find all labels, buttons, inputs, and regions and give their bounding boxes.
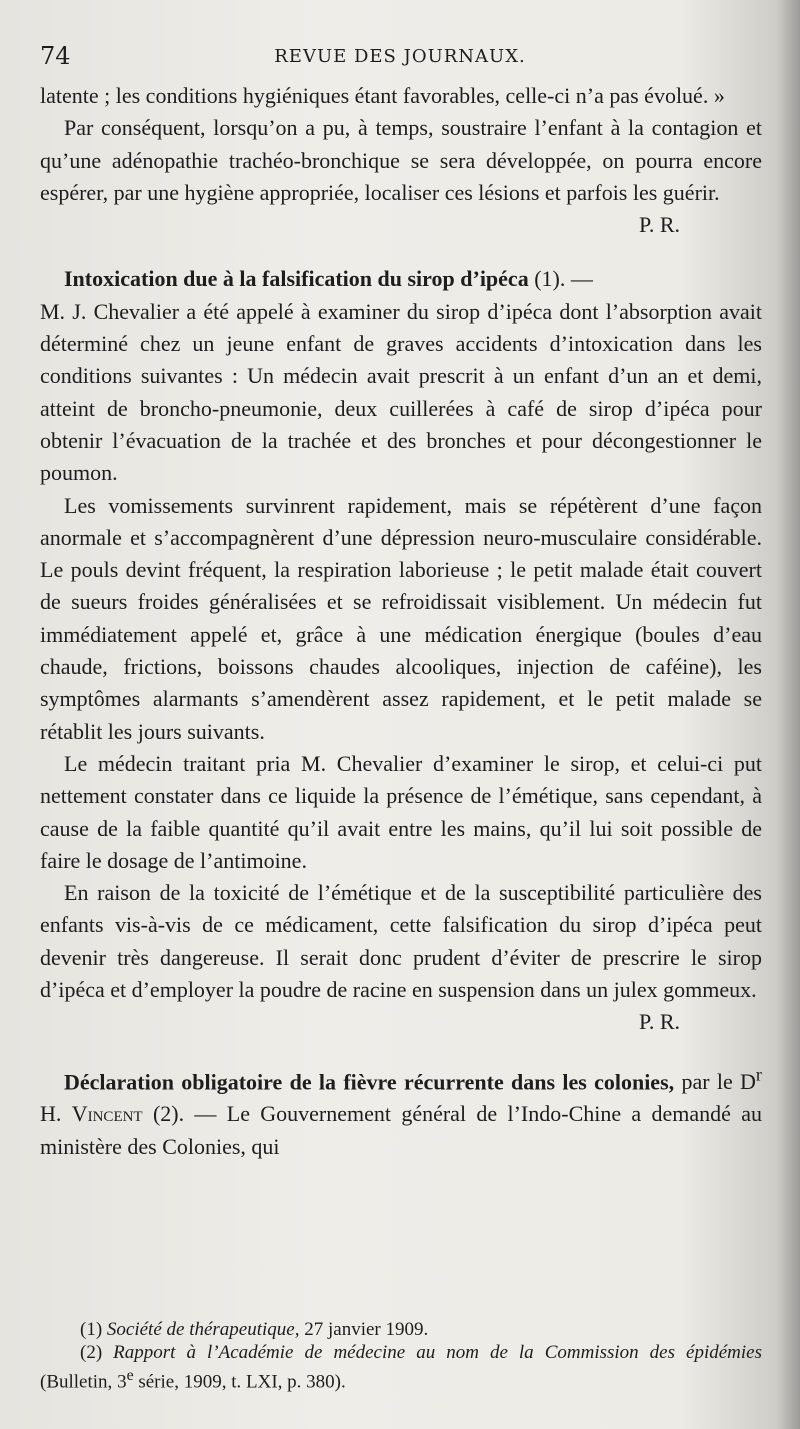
paragraph: Les vomissements survinrent rapidement, mais se répétèrent d’une façon anormale et s’accompagnèrent d’une dépression neuro-musculaire considérable. Le pouls devint fréquent, la respiration laborieuse ; le petit malade était couvert de sueurs froides généralisées et se refroidissait visiblement. Un médecin fut immédiatement appelé et, grâce à une médication énergique (boules d’eau chaude, frictions, boissons chaudes alcooliques, injection de caféine), les symptômes alarmants s’amendèrent assez rapidement, et le petit malade se rétablit les jours suivants.	[40, 492, 762, 744]
page-header	[40, 40, 760, 74]
paragraph: latente ; les conditions hygiéniques étant favorables, celle-ci n’a pas évolué. »	[40, 83, 725, 108]
running-head: REVUE DES JOURNAUX.	[274, 46, 526, 67]
footnotes	[40, 1318, 762, 1393]
section-heading	[40, 263, 762, 295]
section-heading	[40, 1059, 762, 1163]
section-title: Intoxication due à la falsification du sirop d’ipéca	[64, 266, 529, 292]
footnote-2: (2) Rapport à l’Académie de médecine au nom de la Commission des épidémies (Bulletin, 3e série, 1909, t. LXI, p. 380).	[40, 1342, 762, 1393]
footnote-ref: (2). —	[152, 1101, 217, 1127]
footnote-1: (1) Société de thérapeutique, 27 janvier 1909.	[80, 1319, 429, 1340]
footnote-ref: (1). —	[534, 266, 593, 292]
page-number: 74	[40, 42, 71, 70]
section-title: Déclaration obligatoire de la fièvre récurrente dans les colonies,	[64, 1068, 675, 1094]
author-name: Vincent	[71, 1101, 143, 1127]
signature: P. R.	[639, 212, 680, 238]
paragraph: Le médecin traitant pria M. Chevalier d’examiner le sirop, et celui-ci put nettement constater dans ce liquide la présence de l’émétique, sans cependant, à cause de la faible quantité qu’il avait entre les mains, qu’il lui soit possible de faire le dosage de l’antimoine.	[40, 750, 762, 873]
article-body	[40, 80, 762, 1163]
paragraph: Par conséquent, lorsqu’on a pu, à temps, soustraire l’enfant à la contagion et qu’une adénopathie trachéo-bronchique se sera développée, on pourra encore espérer, par une hygiène appropriée, localiser ces lésions et parfois les guérir.	[40, 115, 762, 205]
byline: par le $D^r$ H. Vincent	[40, 1064, 763, 1127]
signature: P. R.	[639, 1009, 680, 1035]
footnote-source: Rapport à l’Académie de médecine au nom de la Commission des épidémies	[113, 1342, 762, 1363]
footnote-source: Société de thérapeutique,	[106, 1319, 300, 1340]
paragraph: En raison de la toxicité de l’émétique et de la susceptibilité particulière des enfants vis-à-vis de ce médicament, cette falsification du sirop d’ipéca peut devenir très dangereuse. Il serait donc prudent d’éviter de prescrire le sirop d’ipéca et d’employer la poudre de racine en suspension dans un julex gommeux.	[40, 880, 762, 1003]
paragraph-text: Le Gouvernement général de l’Indo-Chine a demandé au ministère des Colonies, qui	[40, 1101, 763, 1159]
paragraph: M. J. Chevalier a été appelé à examiner du sirop d’ipéca dont l’absorption avait déterminé chez un jeune enfant de graves accidents d’intoxication dans les conditions suivantes : Un médecin avait prescrit à un enfant d’un an et demi, atteint de broncho-pneumonie, deux cuillerées à café de sirop d’ipéca pour obtenir l’évacuation de la trachée et des bronches et pour décongestionner le poumon.	[40, 298, 762, 486]
